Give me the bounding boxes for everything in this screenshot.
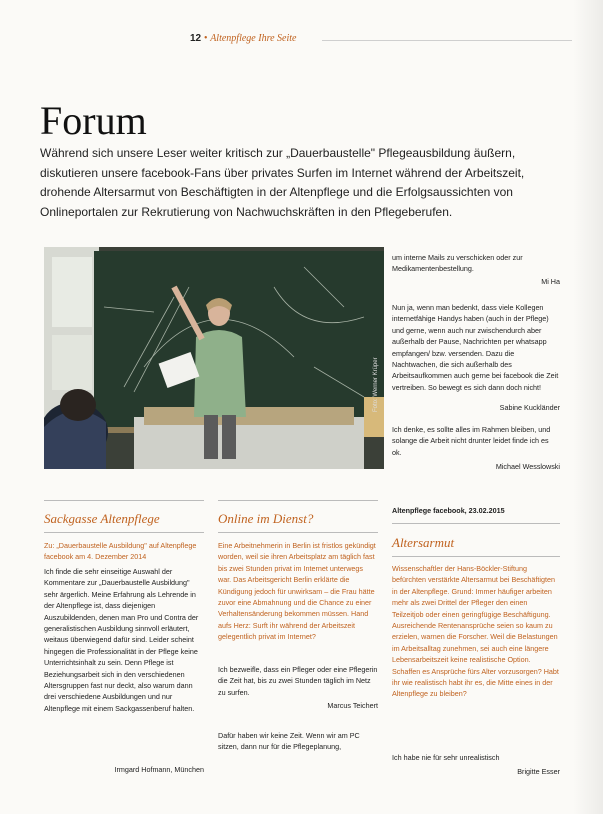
col3-heading-rule [392, 556, 560, 557]
col2-top-rule [218, 500, 378, 501]
col1-top-rule [44, 500, 204, 501]
header-rule [322, 40, 572, 41]
col2-comment-2: Dafür haben wir keine Zeit. Wenn wir am PC sitzen, dann nur für die Pflegeplanung, [218, 731, 360, 752]
col2-heading: Online im Dienst? [218, 511, 314, 526]
col3-heading: Altersarmut [392, 535, 455, 550]
classroom-photo [44, 247, 384, 469]
col1-signature: Irmgard Hofmann, München [114, 765, 204, 774]
col3-signature: Brigitte Esser [517, 767, 560, 776]
col3-top-rule [392, 523, 560, 524]
section-name: Altenpflege Ihre Seite [210, 33, 297, 44]
page-edge-shadow [573, 0, 603, 814]
rc-text-1: um interne Mails zu verschicken oder zur Medikamentenbestellung. [392, 253, 523, 274]
col1-heading: Sackgasse Altenpflege [44, 511, 160, 526]
col2-heading-rule [218, 532, 378, 533]
classroom-photo-illustration [44, 247, 384, 469]
rc-signature-1: Mi Ha [541, 277, 560, 286]
rc-text-3: Ich denke, es sollte alles im Rahmen bleiben, und solange die Arbeit nicht drunter leidet finde ich es ok. [392, 425, 551, 457]
rc-source: Altenpflege facebook, 23.02.2015 [392, 506, 505, 515]
col3-comment: Ich habe nie für sehr unrealistisch [392, 753, 500, 762]
page-title: Forum [40, 98, 147, 143]
photo-credit: Foto: Werner Krüper [373, 357, 379, 412]
col2-intro: Eine Arbeitnehmerin in Berlin ist fristlos gekündigt worden, weil sie ihren Arbeitsplatz am täglich fast bis zwei Stunden privat im Internet unterwegs war. Das Arbeitsgericht Berlin erklärte die Kündigung jedoch für unwirksam – die Frau hätte zuvor eine Abmahnung und die Chance zu einer Verhaltensänderung bekommen müssen. Hand aufs Herz: Surft ihr während der Arbeitszeit gelegentlich privat im Internet? [218, 541, 376, 642]
col2-comment-1: Ich bezweifle, dass ein Pfleger oder eine Pflegerin die Zeit hat, bis zu zwei Stunden täglich im Netz zu surfen. [218, 665, 378, 697]
rc-signature-3: Michael Wesslowski [495, 462, 560, 471]
rc-text-2: Nun ja, wenn man bedenkt, dass viele Kollegen internetfähige Handys haben (auch in der Pflege) und gerne, wenn auch nur zwischendurch aber außerhalb der Pause, Nachrichten per whatsapp empfangen/ bzw. versenden. Dazu die Nachtwachen, die sich außerhalb des Arbeitsaufkommen auch gerne bei facebook die Zeit vertreiben. So bewegt es sich dann doch nicht! [392, 303, 559, 392]
page-number: 12 [190, 33, 202, 44]
running-header [190, 33, 296, 44]
rc-signature-2: Sabine Kuckländer [499, 403, 560, 412]
col3-intro: Wissenschaftler der Hans-Böckler-Stiftung befürchten verstärkte Altersarmut bei Beschäftigten in der Altenpflege. Grund: Immer häufiger arbeiten mehr als zwei Drittel der Pfleger den einen Teilzeitjob oder einen geringfügige Beschäftigung. Ausreichende Rentenansprüche seien so kaum zu erzielen, warnen die Forscher. Weil die Belastungen im Arbeitsalltag zunehmen, sei auch eine längere Lebensarbeitszeit keine realistische Option. Schaffen es Ansprüche fürs Alter vorzusorgen? Habt ihr wie realistisch habt ihr es, die Mitte eines in der Altenpflege zu bleiben? [392, 564, 559, 699]
col1-body: Ich finde die sehr einseitige Auswahl der Kommentare zur „Dauerbaustelle Ausbildung" sehr ärgerlich. Meine Erfahrung als Lehrende in der Altenpflege ist, dass diejenigen Auszubildenden, denen man Pro und Contra der generalistischen Ausbildung sinnvoll erläutert, weitaus überwiegend dafür sind. Leider scheint hingegen die Professionalität in der Pflege keine Unterrichtsinhalt zu sein. Denn Pflege ist Beziehungsarbeit sich in den verschiedenen Altersgruppen fast nur deckt, also warum dann drei verschiedene Ausbildungen und nur Altenpflege mit einem Sackgassenberuf halten. [44, 567, 199, 713]
intro-paragraph: Während sich unsere Leser weiter kritisch zur „Dauerbaustelle" Pflegeausbildung äußern, diskutieren unsere facebook-Fans über privates Surfen im Internet während der Arbeitszeit, drohende Altersarmut von Beschäftigten in der Altenpflege und die Erfolgsaussichten von Onlineportalen zur Rekrutierung von Nachwuchskräften in den Pflegeberufen. [40, 146, 525, 219]
col2-signature-1: Marcus Teichert [327, 701, 378, 710]
col1-heading-rule [44, 532, 204, 533]
col1-subhead: Zu: „Dauerbaustelle Ausbildung" auf Altenpflege facebook am 4. Dezember 2014 [44, 541, 197, 561]
header-separator: • [203, 33, 208, 44]
